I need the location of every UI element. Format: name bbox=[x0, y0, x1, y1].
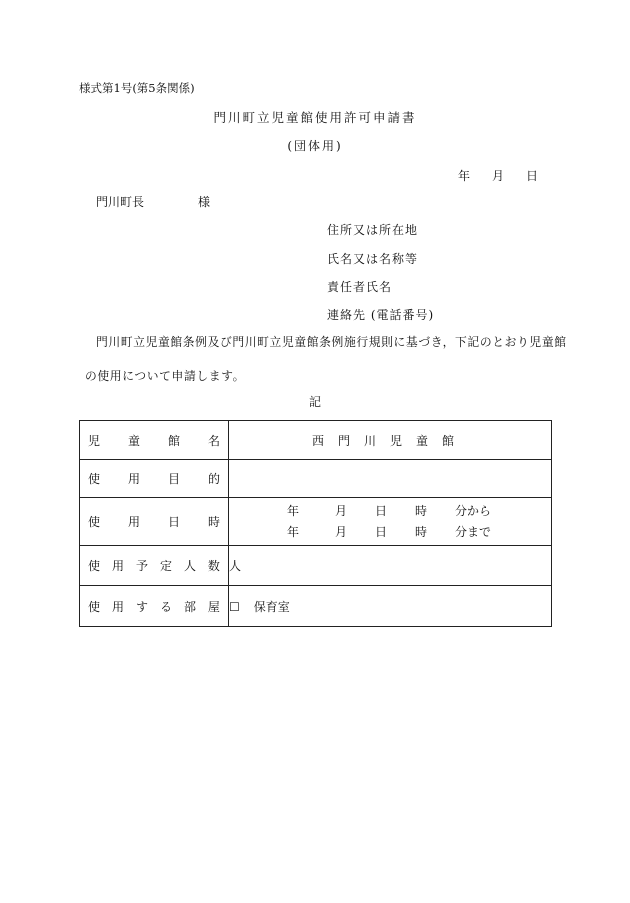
facility-value: 西門川児童館 bbox=[229, 421, 552, 460]
to-minute: 分まで bbox=[455, 524, 492, 539]
label-char: 目 bbox=[167, 472, 180, 486]
from-minute: 分から bbox=[455, 503, 492, 518]
to-month: 月 bbox=[335, 524, 348, 539]
label-char: 使 bbox=[88, 472, 101, 486]
date-day: 日 bbox=[526, 169, 539, 183]
label-char: 使 bbox=[88, 515, 101, 529]
label-char: る bbox=[159, 599, 172, 614]
from-hour: 時 bbox=[415, 503, 428, 518]
label-char: 人 bbox=[183, 559, 196, 573]
label-char: 児 bbox=[88, 433, 101, 448]
room-value bbox=[229, 586, 552, 627]
label-char: 用 bbox=[111, 559, 124, 573]
form-number: 様式第1号(第5条関係) bbox=[79, 81, 195, 95]
label-char: 使 bbox=[88, 599, 101, 614]
label-char: 館 bbox=[167, 433, 180, 448]
table-row-purpose bbox=[80, 460, 552, 498]
label-char: 予 bbox=[135, 559, 148, 573]
date-month: 月 bbox=[492, 169, 505, 183]
purpose-label-cell bbox=[80, 460, 229, 498]
table-row-facility bbox=[80, 421, 552, 460]
label-char: 童 bbox=[127, 433, 140, 448]
body-text-line-1: 門川町立児童館条例及び門川町立児童館条例施行規則に基づき，下記のとおり児童館 bbox=[96, 335, 567, 349]
from-month: 月 bbox=[335, 503, 348, 518]
datetime-label-cell bbox=[80, 498, 229, 546]
date-year: 年 bbox=[458, 169, 471, 183]
label-char: 用 bbox=[111, 599, 124, 614]
label-char: 使 bbox=[88, 559, 101, 573]
label-char: 部 bbox=[183, 599, 196, 614]
applicant-responsible-label: 責任者氏名 bbox=[327, 280, 393, 294]
label-char: 屋 bbox=[207, 599, 220, 614]
label-char: 日 bbox=[167, 515, 180, 529]
label-char: 用 bbox=[127, 515, 140, 529]
ki-heading: 記 bbox=[308, 395, 321, 409]
datetime-to-row bbox=[229, 522, 551, 543]
label-char: 時 bbox=[207, 515, 220, 529]
table-row-room bbox=[80, 586, 552, 627]
label-char: 数 bbox=[207, 559, 220, 573]
people-unit: 人 bbox=[229, 559, 242, 573]
document-subtitle: (団体用) bbox=[287, 139, 343, 153]
room-label-cell bbox=[80, 586, 229, 627]
label-char: 定 bbox=[159, 559, 172, 573]
purpose-value[interactable] bbox=[229, 460, 552, 498]
people-label-cell bbox=[80, 546, 229, 586]
label-char: す bbox=[135, 599, 148, 614]
applicant-name-label: 氏名又は名称等 bbox=[327, 252, 419, 266]
addressee bbox=[96, 196, 210, 208]
datetime-value[interactable] bbox=[229, 498, 552, 546]
room-name: 保育室 bbox=[253, 599, 290, 614]
addressee-honorific: 様 bbox=[198, 195, 211, 209]
people-value[interactable] bbox=[229, 546, 552, 586]
document-title: 門川町立児童館使用許可申請書 bbox=[213, 110, 417, 125]
table-row-people bbox=[80, 546, 552, 586]
label-char: 名 bbox=[207, 433, 220, 448]
from-year: 年 bbox=[287, 503, 300, 518]
addressee-name: 門川町長 bbox=[96, 195, 145, 209]
label-char: 用 bbox=[127, 472, 140, 486]
applicant-address-label: 住所又は所在地 bbox=[327, 223, 419, 237]
to-day: 日 bbox=[375, 524, 388, 539]
to-year: 年 bbox=[287, 524, 300, 539]
table-row-datetime bbox=[80, 498, 552, 546]
label-char: 的 bbox=[207, 472, 220, 486]
room-checkbox[interactable]: ☐ bbox=[229, 599, 240, 614]
to-hour: 時 bbox=[415, 524, 428, 539]
body-text-line-2: の使用について申請します。 bbox=[85, 369, 245, 383]
date-line bbox=[458, 170, 538, 182]
datetime-from-row bbox=[229, 501, 551, 522]
applicant-contact-label: 連絡先 (電話番号) bbox=[327, 308, 435, 322]
application-table bbox=[79, 420, 552, 627]
from-day: 日 bbox=[375, 503, 388, 518]
facility-label-cell bbox=[80, 421, 229, 460]
